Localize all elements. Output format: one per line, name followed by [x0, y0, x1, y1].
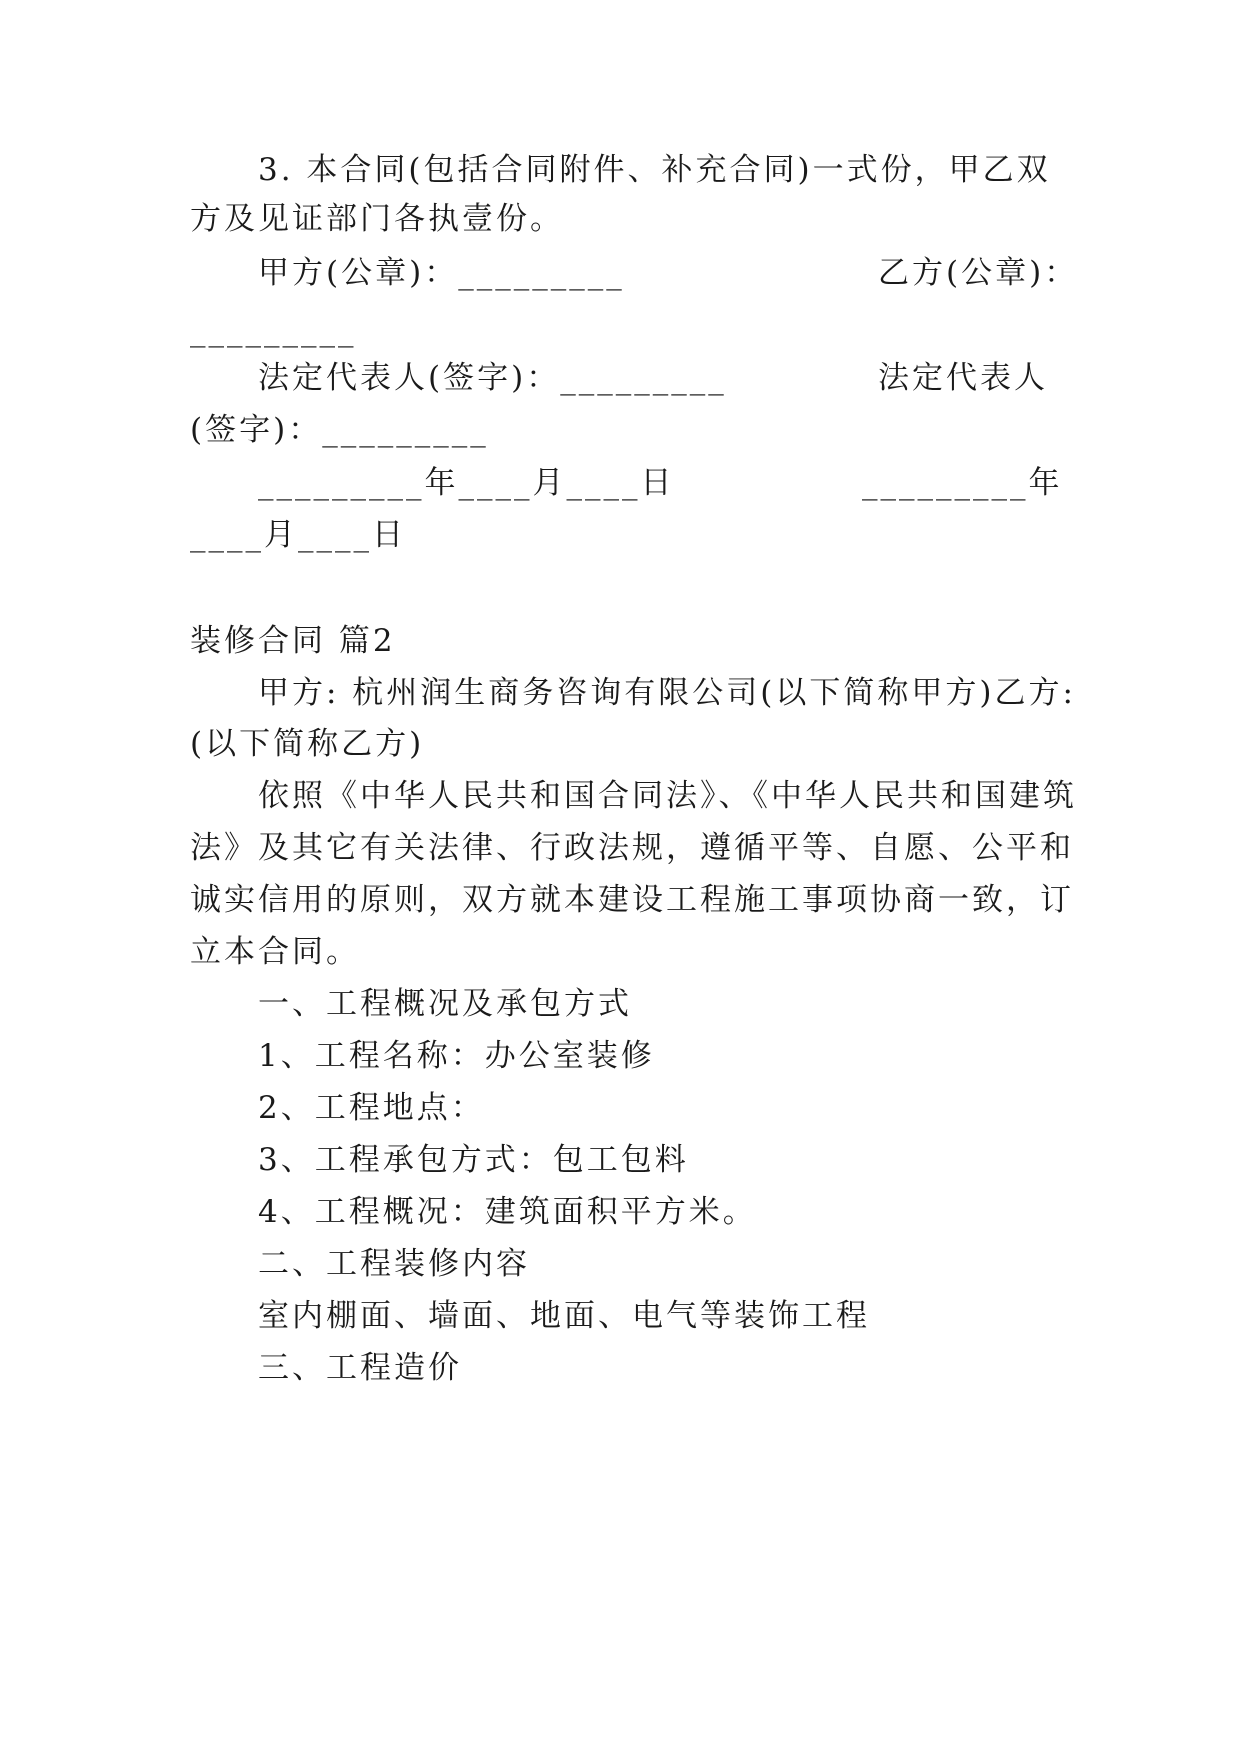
party-a-representative: 法定代表人(签字)：_________ [258, 360, 727, 396]
party-a-date: _________年____月____日 [258, 465, 675, 501]
party-b-seal-blank: _________ [190, 312, 357, 348]
clause-3-line-2: 方及见证部门各执壹份。 [190, 201, 564, 237]
article-1-item-1: 1、工程名称：办公室装修 [258, 1038, 655, 1074]
article-2-title: 二、工程装修内容 [258, 1246, 530, 1282]
article-2-body: 室内棚面、墙面、地面、电气等装饰工程 [258, 1298, 870, 1334]
article-1-item-4: 4、工程概况：建筑面积平方米。 [258, 1194, 757, 1230]
party-b-representative-line-2: (签字)：_________ [190, 412, 489, 448]
preamble-line-2: 法》及其它有关法律、行政法规，遵循平等、自愿、公平和 [190, 830, 1074, 866]
article-1-item-3: 3、工程承包方式：包工包料 [258, 1142, 689, 1178]
party-line-2: (以下简称乙方) [190, 726, 425, 762]
preamble-line-3: 诚实信用的原则，双方就本建设工程施工事项协商一致，订 [190, 882, 1074, 918]
section-2-heading: 装修合同 篇2 [190, 623, 396, 659]
party-b-seal: 乙方(公章)： [878, 255, 1079, 291]
party-b-date-line-2: ____月____日 [190, 517, 406, 553]
preamble-line-1: 依照《中华人民共和国合同法》、《中华人民共和国建筑 [258, 778, 1077, 814]
article-1-title: 一、工程概况及承包方式 [258, 986, 632, 1022]
article-3-title: 三、工程造价 [258, 1350, 462, 1386]
clause-3-line-1: 3. 本合同(包括合同附件、补充合同)一式份，甲乙双 [258, 152, 1051, 188]
article-1-item-2: 2、工程地点： [258, 1090, 485, 1126]
party-line-1: 甲方: 杭州润生商务咨询有限公司(以下简称甲方)乙方: [258, 675, 1076, 711]
preamble-line-4: 立本合同。 [190, 934, 360, 970]
party-b-date-line-1: _________年 [862, 465, 1063, 501]
party-a-seal: 甲方(公章)：_________ [258, 255, 625, 291]
party-b-representative-line-1: 法定代表人 [878, 360, 1048, 396]
